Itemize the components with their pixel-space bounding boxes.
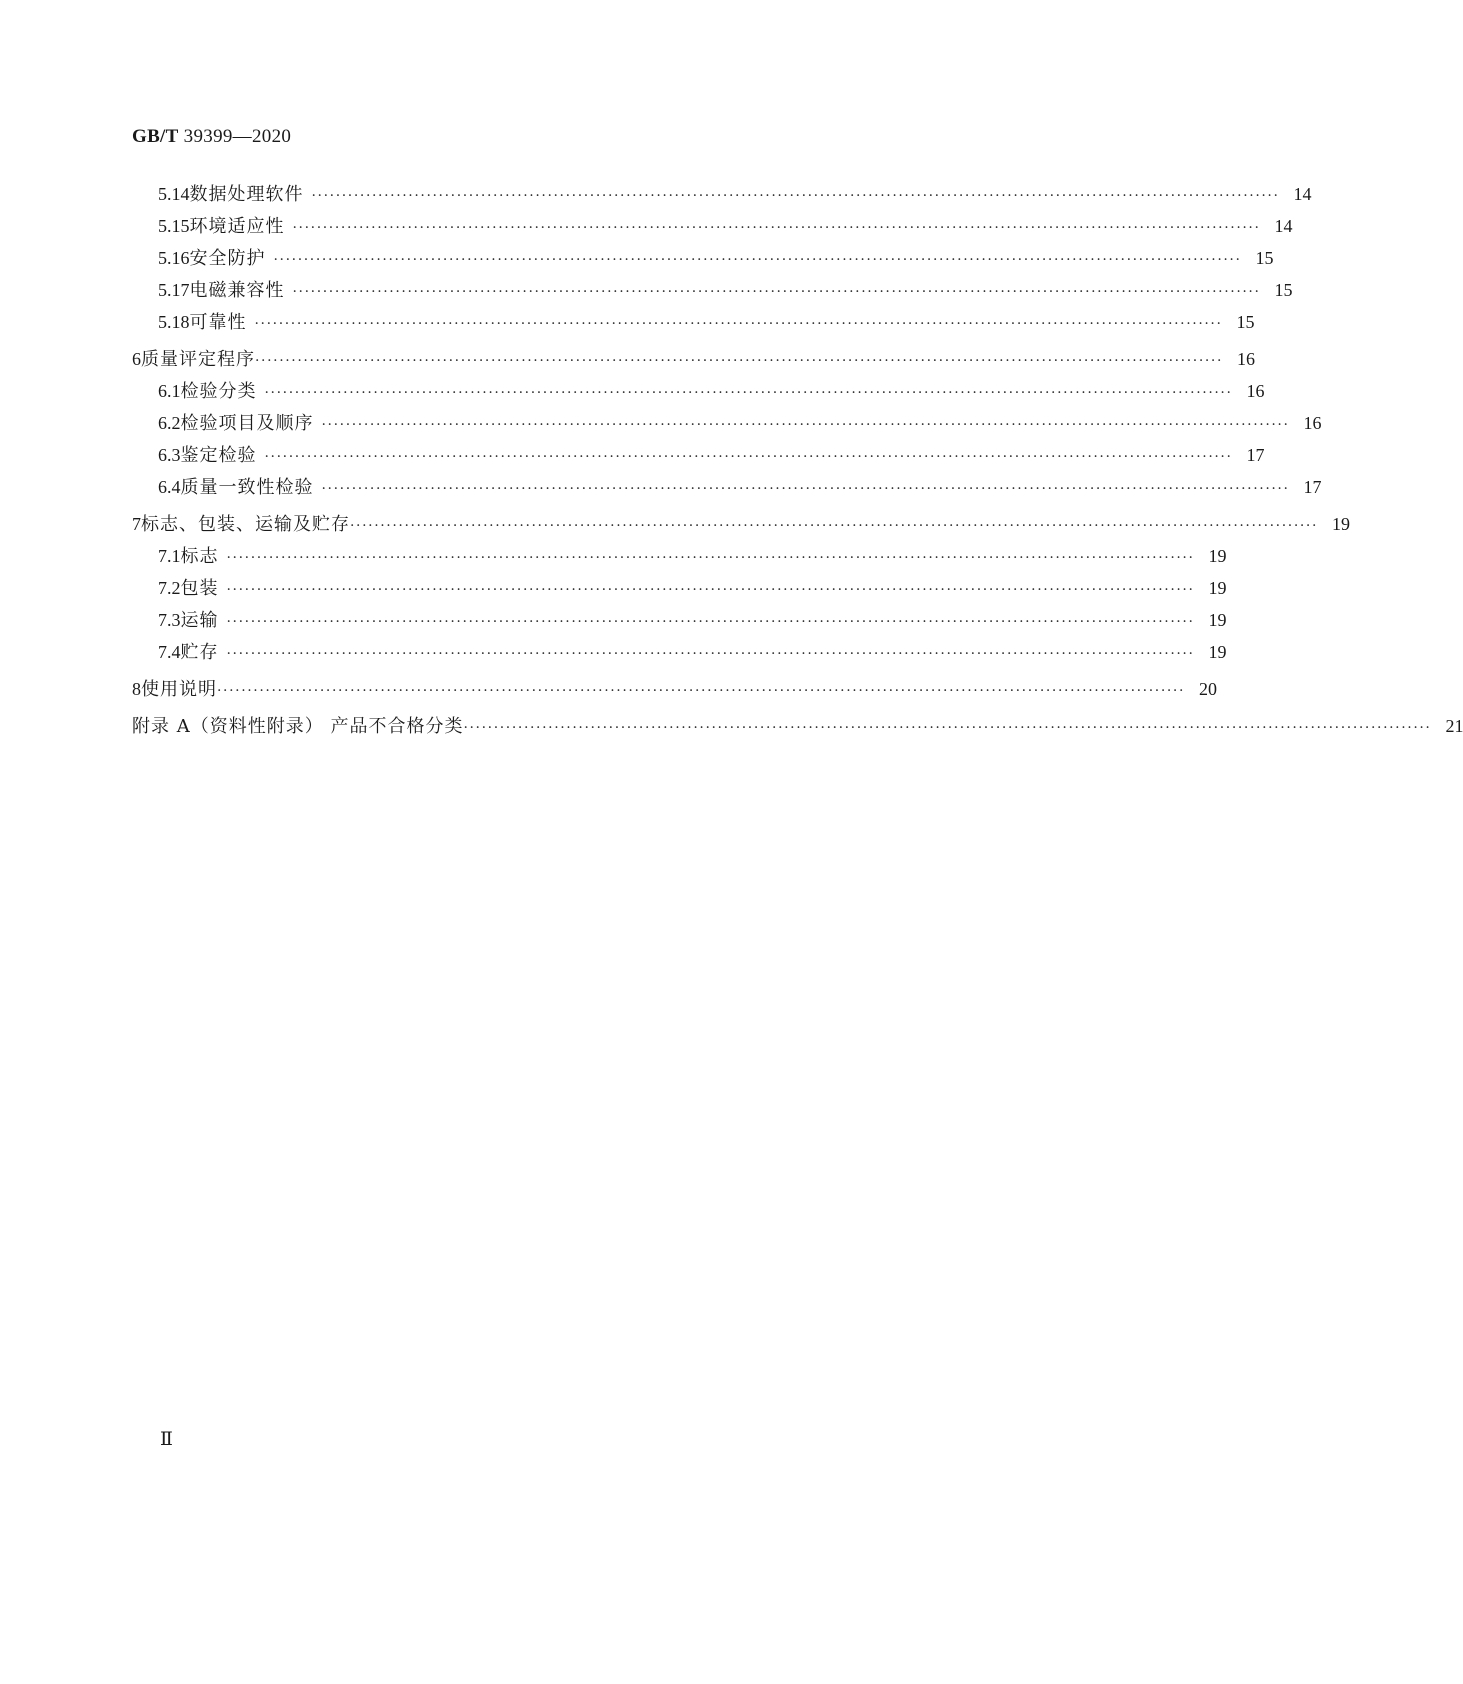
toc-entry[interactable]: [132, 375, 1265, 407]
toc-entry[interactable]: [132, 604, 1227, 636]
toc-entry-number: 8: [132, 679, 141, 699]
toc-dot-leader: ································································································································································: [321, 417, 1290, 433]
toc-entry-title: 贮存: [180, 642, 219, 663]
document-header: [132, 126, 291, 148]
toc-entry[interactable]: [132, 407, 1322, 439]
toc-entry-title: 运输: [180, 610, 219, 631]
toc-dot-leader: ································································································································································: [226, 646, 1195, 662]
toc-dot-leader: ································································································································································: [226, 550, 1195, 566]
toc-entry-page: 15: [1236, 312, 1255, 332]
toc-dot-leader: ································································································································································: [311, 188, 1280, 204]
toc-entry[interactable]: [132, 540, 1227, 572]
toc-dot-leader: ································································································································································: [321, 481, 1290, 497]
toc-entry-number: 6.1: [158, 381, 181, 401]
toc-entry[interactable]: [132, 274, 1293, 306]
toc-entry-page: 15: [1274, 280, 1293, 300]
toc-entry-page: 19: [1332, 514, 1351, 534]
toc-entry-title: 附录 A（资料性附录） 产品不合格分类: [132, 716, 464, 737]
toc-dot-leader: ································································································································································: [463, 720, 1432, 736]
toc-entry-page: 17: [1246, 445, 1265, 465]
toc-dot-leader: ································································································································································: [264, 449, 1233, 465]
toc-entry-number: 7.4: [158, 642, 181, 662]
toc-entry-page: 17: [1303, 477, 1322, 497]
toc-entry[interactable]: [132, 343, 1256, 375]
toc-entry-title: 使用说明: [141, 679, 217, 700]
toc-entry-page: 19: [1208, 642, 1227, 662]
toc-dot-leader: ································································································································································: [226, 582, 1195, 598]
toc-entry-page: 19: [1208, 578, 1227, 598]
toc-entry[interactable]: [132, 710, 1463, 742]
toc-entry[interactable]: [132, 636, 1227, 668]
toc-entry-title: 电磁兼容性: [189, 280, 285, 301]
toc-entry[interactable]: [132, 508, 1351, 540]
toc-entry-number: 6.2: [158, 413, 181, 433]
toc-entry-title: 标志、包装、运输及贮存: [141, 514, 350, 535]
toc-entry[interactable]: [132, 242, 1274, 274]
toc-dot-leader: ································································································································································: [264, 385, 1233, 401]
table-of-contents: [132, 178, 1463, 742]
toc-entry-page: 15: [1255, 248, 1274, 268]
toc-entry-title: 鉴定检验: [180, 445, 257, 466]
toc-entry-page: 16: [1303, 413, 1322, 433]
toc-entry-page: 16: [1237, 349, 1256, 369]
toc-entry-page: 14: [1274, 216, 1293, 236]
toc-entry[interactable]: [132, 178, 1312, 210]
toc-dot-leader: ································································································································································: [292, 284, 1261, 300]
toc-dot-leader: ································································································································································: [273, 252, 1242, 268]
standard-prefix: GB/T: [132, 126, 179, 147]
toc-entry-number: 7.3: [158, 610, 181, 630]
toc-entry-page: 19: [1208, 546, 1227, 566]
toc-entry-number: 6: [132, 349, 141, 369]
page-number: Ⅱ: [160, 1429, 173, 1450]
toc-entry-number: 5.14: [158, 184, 190, 204]
toc-entry-title: 数据处理软件: [189, 184, 304, 205]
toc-entry-title: 包装: [180, 578, 219, 599]
toc-entry[interactable]: [132, 673, 1218, 705]
toc-entry[interactable]: [132, 471, 1322, 503]
toc-dot-leader: ································································································································································: [255, 353, 1224, 369]
toc-dot-leader: ································································································································································: [226, 614, 1195, 630]
toc-entry-number: 5.17: [158, 280, 190, 300]
toc-dot-leader: ································································································································································: [292, 220, 1261, 236]
toc-entry-page: 16: [1246, 381, 1265, 401]
toc-entry-page: 19: [1208, 610, 1227, 630]
toc-entry[interactable]: [132, 210, 1293, 242]
toc-entry-title: 检验分类: [180, 381, 257, 402]
toc-entry-title: 质量评定程序: [141, 349, 255, 370]
toc-entry-number: 6.3: [158, 445, 181, 465]
standard-number: 39399—2020: [183, 126, 292, 147]
toc-dot-leader: ································································································································································: [217, 683, 1186, 699]
toc-dot-leader: ································································································································································: [254, 316, 1223, 332]
toc-entry-title: 检验项目及顺序: [180, 413, 314, 434]
toc-entry-number: 7: [132, 514, 141, 534]
toc-entry-number: 5.16: [158, 248, 190, 268]
toc-entry[interactable]: [132, 572, 1227, 604]
toc-dot-leader: ································································································································································: [350, 518, 1319, 534]
toc-entry[interactable]: [132, 439, 1265, 471]
toc-entry-number: 5.15: [158, 216, 190, 236]
toc-entry-number: 6.4: [158, 477, 181, 497]
toc-entry-title: 可靠性: [189, 312, 247, 333]
toc-entry-page: 21: [1445, 716, 1463, 736]
toc-entry-title: 环境适应性: [189, 216, 285, 237]
toc-entry-page: 14: [1293, 184, 1312, 204]
toc-entry[interactable]: [132, 306, 1255, 338]
toc-entry-page: 20: [1199, 679, 1218, 699]
toc-entry-number: 7.2: [158, 578, 181, 598]
toc-entry-title: 质量一致性检验: [180, 477, 314, 498]
toc-entry-number: 7.1: [158, 546, 181, 566]
toc-entry-title: 安全防护: [189, 248, 266, 269]
toc-entry-title: 标志: [180, 546, 219, 567]
toc-entry-number: 5.18: [158, 312, 190, 332]
